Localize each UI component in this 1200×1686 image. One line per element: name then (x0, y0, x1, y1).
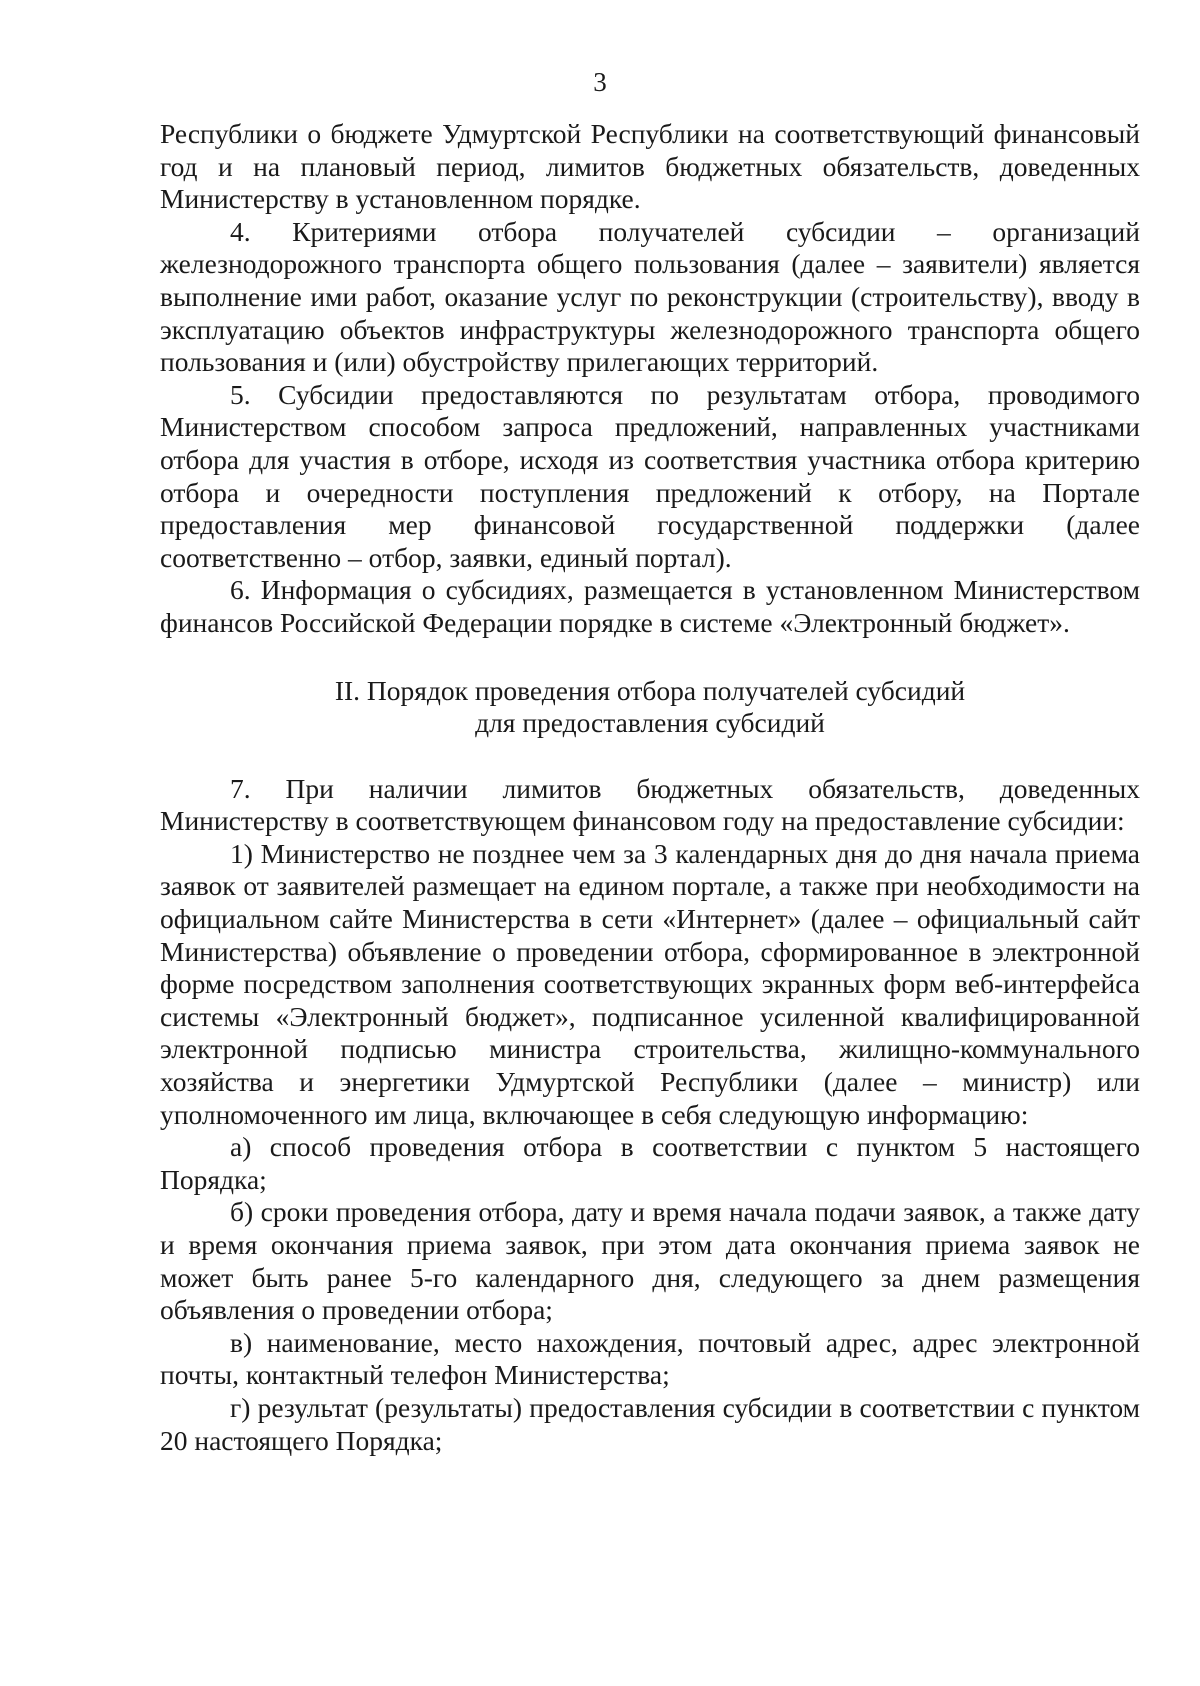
paragraph-subitem-1: 1) Министерство не позднее чем за 3 календарных дня до дня начала приема заявок от заявителей размещает на едином портале, а также при необходимости на официальном сайте Министерства в сети «Интернет» (далее – официальный сайт Министерства) объявление о проведении отбора, сформированное в электронной форме посредством заполнения соответствующих экранных форм веб-интерфейса системы «Электронный бюджет», подписанное усиленной квалифицированной электронной подписью министра строительства, жилищно-коммунального хозяйства и энергетики Удмуртской Республики (далее – министр) или уполномоченного им лица, включающее в себя следующую информацию: (160, 837, 1140, 1130)
paragraph-item-4: 4. Критериями отбора получателей субсидии – организаций железнодорожного транспорта общего пользования (далее – заявители) является выполнение ими работ, оказание услуг по реконструкции (строительству), вводу в эксплуатацию объектов инфраструктуры железнодорожного транспорта общего пользования и (или) обустройству прилегающих территорий. (160, 215, 1140, 378)
paragraph-continuation: Республики о бюджете Удмуртской Республики на соответствующий финансовый год и на плановый период, лимитов бюджетных обязательств, доведенных Министерству в установленном порядке. (160, 118, 1140, 215)
paragraph-item-5: 5. Субсидии предоставляются по результатам отбора, проводимого Министерством способом запроса предложений, направленных участниками отбора для участия в отборе, исходя из соответствия участника отбора критерию отбора и очередности поступления предложений к отбору, на Портале предоставления мер финансовой государственной поддержки (далее соответственно – отбор, заявки, единый портал). (160, 378, 1140, 573)
document-body (160, 118, 1140, 1457)
section-heading (160, 640, 1140, 773)
paragraph-subitem-g: г) результат (результаты) предоставления субсидии в соответствии с пунктом 20 настоящего Порядка; (160, 1391, 1140, 1456)
page-number: 3 (593, 67, 607, 97)
paragraph-item-7: 7. При наличии лимитов бюджетных обязательств, доведенных Министерству в соответствующем финансовом году на предоставление субсидии: (160, 772, 1140, 837)
section-heading-line-2: для предоставления субсидий (475, 707, 825, 739)
paragraph-subitem-b: б) сроки проведения отбора, дату и время начала подачи заявок, а также дату и время окончания приема заявок, при этом дата окончания приема заявок не может быть ранее 5-го календарного дня, следующего за днем размещения объявления о проведении отбора; (160, 1196, 1140, 1326)
paragraph-subitem-v: в) наименование, место нахождения, почтовый адрес, адрес электронной почты, контактный телефон Министерства; (160, 1326, 1140, 1391)
section-heading-line-1: II. Порядок проведения отбора получателей субсидий (334, 674, 966, 706)
paragraph-subitem-a: а) способ проведения отбора в соответствии с пунктом 5 настоящего Порядка; (160, 1131, 1140, 1195)
paragraph-item-6: 6. Информация о субсидиях, размещается в установленном Министерством финансов Российской Федерации порядке в системе «Электронный бюджет». (160, 574, 1140, 638)
